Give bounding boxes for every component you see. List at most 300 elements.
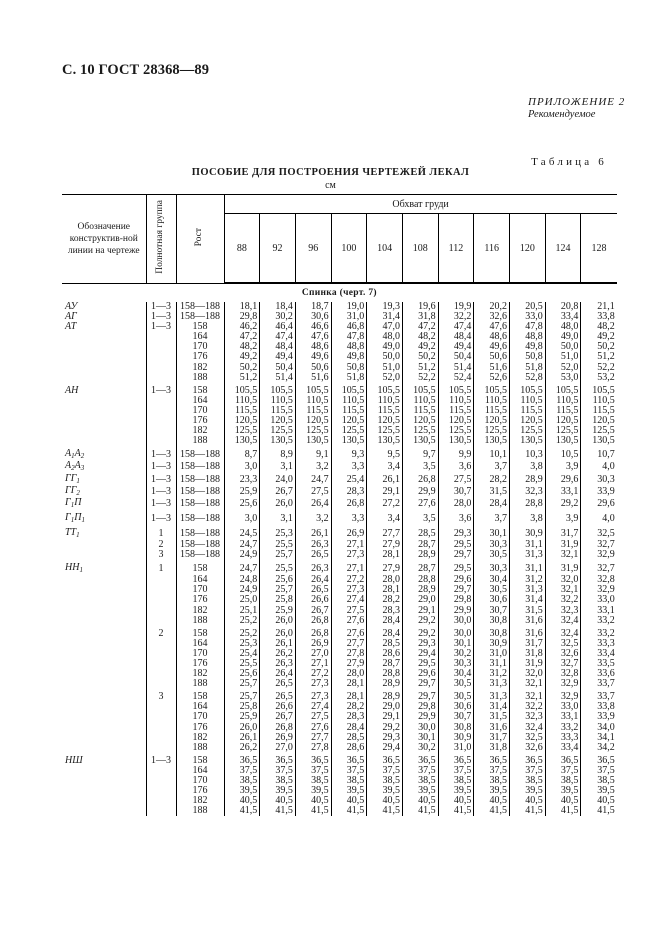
cell-fullness-group xyxy=(146,659,176,669)
cell-value-92: 125,5 xyxy=(260,426,296,436)
cell-height: 158 xyxy=(176,626,224,639)
cell-value-116: 30,5 xyxy=(474,585,510,595)
cell-value-124: 32,2 xyxy=(545,595,581,605)
cell-line-designation xyxy=(62,363,146,373)
cell-value-92: 24,0 xyxy=(260,474,296,486)
cell-value-108: 115,5 xyxy=(402,406,438,416)
cell-value-100: 46,8 xyxy=(331,322,367,332)
cell-value-124: 33,1 xyxy=(545,712,581,722)
cell-value-120: 32,3 xyxy=(510,712,546,722)
cell-value-120: 52,8 xyxy=(510,373,546,383)
cell-fullness-group xyxy=(146,363,176,373)
cell-value-92: 48,4 xyxy=(260,342,296,352)
cell-value-112: 30,7 xyxy=(438,486,474,498)
header-chest-104: 104 xyxy=(367,214,403,284)
cell-line-designation xyxy=(62,606,146,616)
cell-value-96: 26,9 xyxy=(295,639,331,649)
cell-value-116: 31,2 xyxy=(474,669,510,679)
cell-value-100: 47,8 xyxy=(331,332,367,342)
cell-height: 158—188 xyxy=(176,540,224,550)
cell-value-104: 37,5 xyxy=(367,766,403,776)
cell-fullness-group: 1 xyxy=(146,560,176,575)
cell-value-96: 26,8 xyxy=(295,626,331,639)
cell-value-120: 28,8 xyxy=(510,498,546,510)
cell-value-112: 48,4 xyxy=(438,332,474,342)
cell-value-104: 27,9 xyxy=(367,560,403,575)
cell-value-96: 50,6 xyxy=(295,363,331,373)
cell-value-96: 26,6 xyxy=(295,595,331,605)
cell-value-104: 28,5 xyxy=(367,639,403,649)
cell-value-104: 51,0 xyxy=(367,363,403,373)
cell-value-108: 28,9 xyxy=(402,550,438,560)
cell-value-120: 32,5 xyxy=(510,733,546,743)
cell-value-108: 49,2 xyxy=(402,342,438,352)
cell-value-116: 30,6 xyxy=(474,595,510,605)
cell-value-100: 27,2 xyxy=(331,575,367,585)
cell-value-124: 3,9 xyxy=(545,461,581,473)
cell-value-108: 30,1 xyxy=(402,733,438,743)
cell-value-116: 30,1 xyxy=(474,525,510,540)
cell-value-108: 120,5 xyxy=(402,416,438,426)
cell-value-92: 25,6 xyxy=(260,575,296,585)
cell-value-112: 29,9 xyxy=(438,606,474,616)
cell-value-96: 26,3 xyxy=(295,560,331,575)
header-chest-96: 96 xyxy=(295,214,331,284)
cell-value-100: 125,5 xyxy=(331,426,367,436)
cell-value-108: 29,4 xyxy=(402,649,438,659)
cell-value-124: 125,5 xyxy=(545,426,581,436)
cell-height: 170 xyxy=(176,585,224,595)
cell-fullness-group xyxy=(146,679,176,689)
table-row xyxy=(62,753,617,766)
cell-value-92: 51,4 xyxy=(260,373,296,383)
cell-value-92: 26,2 xyxy=(260,649,296,659)
cell-value-112: 30,7 xyxy=(438,712,474,722)
cell-value-88: 24,8 xyxy=(224,575,260,585)
cell-value-128: 33,9 xyxy=(581,712,617,722)
cell-value-116: 31,8 xyxy=(474,743,510,753)
cell-value-92: 26,0 xyxy=(260,626,296,639)
cell-value-108: 29,7 xyxy=(402,679,438,689)
header-line-designation xyxy=(62,195,146,284)
cell-value-100: 27,7 xyxy=(331,639,367,649)
cell-fullness-group: 1—3 xyxy=(146,474,176,486)
cell-value-96: 26,4 xyxy=(295,498,331,510)
cell-value-92: 8,9 xyxy=(260,446,296,461)
cell-value-108: 29,0 xyxy=(402,595,438,605)
cell-value-116: 105,5 xyxy=(474,383,510,396)
cell-height: 188 xyxy=(176,743,224,753)
cell-value-104: 29,2 xyxy=(367,723,403,733)
cell-value-128: 10,7 xyxy=(581,446,617,461)
cell-value-128: 33,7 xyxy=(581,689,617,702)
cell-height: 182 xyxy=(176,733,224,743)
cell-value-112: 52,4 xyxy=(438,373,474,383)
cell-value-116: 49,6 xyxy=(474,342,510,352)
cell-value-116: 130,5 xyxy=(474,436,510,446)
cell-value-88: 3,0 xyxy=(224,461,260,473)
cell-value-96: 27,6 xyxy=(295,723,331,733)
cell-value-92: 130,5 xyxy=(260,436,296,446)
cell-value-120: 31,6 xyxy=(510,626,546,639)
header-chest-92: 92 xyxy=(260,214,296,284)
cell-fullness-group xyxy=(146,436,176,446)
cell-value-120: 31,9 xyxy=(510,659,546,669)
cell-fullness-group xyxy=(146,352,176,362)
cell-value-116: 110,5 xyxy=(474,396,510,406)
cell-value-88: 47,2 xyxy=(224,332,260,342)
cell-value-124: 130,5 xyxy=(545,436,581,446)
cell-value-96: 26,1 xyxy=(295,525,331,540)
cell-value-104: 120,5 xyxy=(367,416,403,426)
cell-value-128: 130,5 xyxy=(581,436,617,446)
cell-value-120: 49,8 xyxy=(510,342,546,352)
cell-line-designation xyxy=(62,342,146,352)
appendix-block xyxy=(528,96,625,120)
cell-value-128: 34,2 xyxy=(581,743,617,753)
cell-line-designation xyxy=(62,743,146,753)
cell-height: 158 xyxy=(176,322,224,332)
cell-value-108: 105,5 xyxy=(402,383,438,396)
cell-value-112: 47,4 xyxy=(438,322,474,332)
cell-value-116: 31,1 xyxy=(474,659,510,669)
cell-value-96: 26,5 xyxy=(295,550,331,560)
cell-height: 188 xyxy=(176,679,224,689)
cell-value-108: 31,8 xyxy=(402,312,438,322)
cell-value-100: 27,4 xyxy=(331,595,367,605)
cell-value-88: 25,9 xyxy=(224,712,260,722)
cell-value-120: 32,3 xyxy=(510,486,546,498)
cell-value-128: 32,5 xyxy=(581,525,617,540)
cell-fullness-group xyxy=(146,702,176,712)
cell-value-120: 32,0 xyxy=(510,669,546,679)
cell-value-124: 51,0 xyxy=(545,352,581,362)
cell-fullness-group: 1—3 xyxy=(146,322,176,332)
cell-value-124: 39,5 xyxy=(545,786,581,796)
cell-value-88: 25,6 xyxy=(224,498,260,510)
cell-value-112: 120,5 xyxy=(438,416,474,426)
cell-value-124: 52,0 xyxy=(545,363,581,373)
cell-value-100: 9,3 xyxy=(331,446,367,461)
cell-value-116: 52,6 xyxy=(474,373,510,383)
cell-value-124: 120,5 xyxy=(545,416,581,426)
header-chest-120: 120 xyxy=(510,214,546,284)
cell-value-116: 40,5 xyxy=(474,796,510,806)
cell-value-112: 29,7 xyxy=(438,585,474,595)
cell-value-128: 120,5 xyxy=(581,416,617,426)
cell-value-100: 28,4 xyxy=(331,723,367,733)
cell-value-116: 31,7 xyxy=(474,733,510,743)
cell-height: 164 xyxy=(176,396,224,406)
cell-value-96: 130,5 xyxy=(295,436,331,446)
cell-value-104: 130,5 xyxy=(367,436,403,446)
cell-value-120: 110,5 xyxy=(510,396,546,406)
cell-line-designation xyxy=(62,702,146,712)
cell-value-116: 30,9 xyxy=(474,639,510,649)
cell-value-120: 31,8 xyxy=(510,649,546,659)
header-chest-108: 108 xyxy=(402,214,438,284)
cell-value-116: 3,7 xyxy=(474,510,510,525)
cell-value-128: 33,3 xyxy=(581,639,617,649)
cell-value-96: 51,6 xyxy=(295,373,331,383)
cell-value-100: 26,9 xyxy=(331,525,367,540)
cell-line-designation xyxy=(62,352,146,362)
cell-value-88: 25,0 xyxy=(224,595,260,605)
cell-value-120: 10,3 xyxy=(510,446,546,461)
cell-value-128: 4,0 xyxy=(581,510,617,525)
cell-value-112: 39,5 xyxy=(438,786,474,796)
cell-value-104: 29,0 xyxy=(367,702,403,712)
cell-value-128: 34,1 xyxy=(581,733,617,743)
cell-value-88: 25,2 xyxy=(224,616,260,626)
cell-value-124: 31,7 xyxy=(545,525,581,540)
header-fullness-group-label: Полнотная группа xyxy=(155,200,166,275)
cell-fullness-group: 1—3 xyxy=(146,302,176,312)
cell-fullness-group xyxy=(146,332,176,342)
table-body xyxy=(62,283,617,816)
cell-value-92: 41,5 xyxy=(260,806,296,816)
cell-height: 176 xyxy=(176,659,224,669)
cell-value-108: 28,9 xyxy=(402,585,438,595)
cell-value-100: 36,5 xyxy=(331,753,367,766)
cell-value-112: 30,9 xyxy=(438,733,474,743)
cell-line-designation xyxy=(62,796,146,806)
cell-value-116: 30,3 xyxy=(474,540,510,550)
cell-value-88: 49,2 xyxy=(224,352,260,362)
cell-value-112: 110,5 xyxy=(438,396,474,406)
cell-value-92: 105,5 xyxy=(260,383,296,396)
cell-value-108: 51,2 xyxy=(402,363,438,373)
cell-fullness-group xyxy=(146,723,176,733)
cell-value-100: 28,1 xyxy=(331,689,367,702)
cell-value-116: 38,5 xyxy=(474,776,510,786)
cell-value-124: 50,0 xyxy=(545,342,581,352)
cell-value-124: 110,5 xyxy=(545,396,581,406)
cell-fullness-group: 3 xyxy=(146,550,176,560)
table-row xyxy=(62,446,617,461)
cell-value-120: 37,5 xyxy=(510,766,546,776)
cell-value-128: 38,5 xyxy=(581,776,617,786)
cell-value-120: 33,0 xyxy=(510,312,546,322)
cell-value-124: 33,4 xyxy=(545,743,581,753)
cell-height: 170 xyxy=(176,712,224,722)
cell-value-96: 41,5 xyxy=(295,806,331,816)
cell-fullness-group xyxy=(146,639,176,649)
cell-value-124: 32,0 xyxy=(545,575,581,585)
header-chest-112: 112 xyxy=(438,214,474,284)
cell-value-124: 20,8 xyxy=(545,302,581,312)
cell-value-100: 27,6 xyxy=(331,626,367,639)
cell-value-128: 32,9 xyxy=(581,585,617,595)
cell-value-96: 115,5 xyxy=(295,406,331,416)
cell-value-92: 26,4 xyxy=(260,669,296,679)
cell-value-104: 3,4 xyxy=(367,461,403,473)
cell-value-124: 33,2 xyxy=(545,723,581,733)
cell-value-120: 48,8 xyxy=(510,332,546,342)
cell-value-100: 28,2 xyxy=(331,702,367,712)
cell-value-128: 50,2 xyxy=(581,342,617,352)
cell-value-100: 50,8 xyxy=(331,363,367,373)
cell-value-88: 25,7 xyxy=(224,679,260,689)
cell-value-92: 46,4 xyxy=(260,322,296,332)
cell-value-88: 40,5 xyxy=(224,796,260,806)
cell-value-88: 37,5 xyxy=(224,766,260,776)
cell-value-96: 27,5 xyxy=(295,712,331,722)
cell-fullness-group xyxy=(146,396,176,406)
cell-line-designation: АУ xyxy=(65,301,78,312)
cell-line-designation: $А_1А_2$ xyxy=(65,448,85,461)
cell-value-92: 49,4 xyxy=(260,352,296,362)
table-row xyxy=(62,525,617,540)
cell-value-124: 32,9 xyxy=(545,679,581,689)
cell-value-112: 29,7 xyxy=(438,550,474,560)
cell-value-112: 32,2 xyxy=(438,312,474,322)
cell-height: 182 xyxy=(176,669,224,679)
cell-value-96: 3,2 xyxy=(295,461,331,473)
cell-value-88: 8,7 xyxy=(224,446,260,461)
cell-value-120: 105,5 xyxy=(510,383,546,396)
cell-value-104: 41,5 xyxy=(367,806,403,816)
cell-value-116: 31,6 xyxy=(474,723,510,733)
cell-value-112: 37,5 xyxy=(438,766,474,776)
table-unit: см xyxy=(325,180,336,191)
cell-value-92: 26,7 xyxy=(260,486,296,498)
cell-value-96: 125,5 xyxy=(295,426,331,436)
cell-value-112: 9,9 xyxy=(438,446,474,461)
cell-line-designation xyxy=(62,396,146,406)
cell-value-108: 28,7 xyxy=(402,540,438,550)
cell-value-108: 29,6 xyxy=(402,669,438,679)
cell-value-88: 24,5 xyxy=(224,525,260,540)
cell-value-100: 120,5 xyxy=(331,416,367,426)
cell-value-128: 33,4 xyxy=(581,649,617,659)
cell-value-124: 37,5 xyxy=(545,766,581,776)
cell-fullness-group xyxy=(146,606,176,616)
cell-value-104: 28,1 xyxy=(367,550,403,560)
cell-value-108: 40,5 xyxy=(402,796,438,806)
cell-value-108: 48,2 xyxy=(402,332,438,342)
cell-value-124: 32,1 xyxy=(545,550,581,560)
cell-value-100: 48,8 xyxy=(331,342,367,352)
table-row xyxy=(62,806,617,816)
cell-line-designation: $ГГ_2$ xyxy=(65,484,80,497)
table-row xyxy=(62,560,617,575)
cell-value-120: 39,5 xyxy=(510,786,546,796)
cell-value-92: 25,7 xyxy=(260,550,296,560)
cell-value-116: 30,8 xyxy=(474,626,510,639)
cell-value-92: 25,5 xyxy=(260,560,296,575)
cell-line-designation xyxy=(62,332,146,342)
cell-value-128: 33,1 xyxy=(581,606,617,616)
cell-value-116: 28,2 xyxy=(474,474,510,486)
cell-value-92: 3,1 xyxy=(260,510,296,525)
appendix-subtitle: Рекомендуемое xyxy=(528,109,596,120)
cell-value-88: 38,5 xyxy=(224,776,260,786)
cell-value-124: 10,5 xyxy=(545,446,581,461)
cell-value-120: 31,1 xyxy=(510,540,546,550)
cell-value-116: 47,6 xyxy=(474,322,510,332)
cell-value-104: 28,9 xyxy=(367,689,403,702)
cell-value-88: 25,6 xyxy=(224,669,260,679)
cell-height: 176 xyxy=(176,786,224,796)
cell-height: 164 xyxy=(176,702,224,712)
cell-value-104: 29,1 xyxy=(367,486,403,498)
cell-value-92: 110,5 xyxy=(260,396,296,406)
cell-value-100: 28,3 xyxy=(331,712,367,722)
cell-line-designation xyxy=(62,550,146,560)
cell-line-designation xyxy=(62,733,146,743)
cell-value-104: 28,4 xyxy=(367,616,403,626)
cell-height: 164 xyxy=(176,639,224,649)
cell-value-128: 32,9 xyxy=(581,550,617,560)
cell-height: 158—188 xyxy=(176,312,224,322)
cell-value-104: 105,5 xyxy=(367,383,403,396)
cell-value-116: 31,4 xyxy=(474,702,510,712)
cell-value-92: 27,0 xyxy=(260,743,296,753)
cell-value-96: 39,5 xyxy=(295,786,331,796)
cell-value-116: 30,3 xyxy=(474,560,510,575)
cell-value-96: 3,2 xyxy=(295,510,331,525)
cell-value-128: 41,5 xyxy=(581,806,617,816)
cell-value-124: 32,8 xyxy=(545,669,581,679)
cell-value-128: 33,9 xyxy=(581,486,617,498)
cell-height: 176 xyxy=(176,352,224,362)
cell-value-92: 26,5 xyxy=(260,679,296,689)
cell-fullness-group xyxy=(146,649,176,659)
cell-line-designation: НШ xyxy=(65,754,83,766)
cell-value-116: 30,7 xyxy=(474,606,510,616)
cell-value-104: 3,4 xyxy=(367,510,403,525)
cell-value-108: 28,5 xyxy=(402,525,438,540)
cell-value-88: 115,5 xyxy=(224,406,260,416)
cell-fullness-group xyxy=(146,733,176,743)
cell-value-88: 25,8 xyxy=(224,702,260,712)
cell-value-108: 30,2 xyxy=(402,743,438,753)
cell-fullness-group xyxy=(146,743,176,753)
cell-fullness-group xyxy=(146,373,176,383)
cell-value-116: 31,0 xyxy=(474,649,510,659)
cell-line-designation: $ТТ_1$ xyxy=(65,526,80,539)
cell-value-88: 120,5 xyxy=(224,416,260,426)
cell-height: 176 xyxy=(176,595,224,605)
cell-height: 170 xyxy=(176,406,224,416)
cell-height: 188 xyxy=(176,436,224,446)
data-table xyxy=(62,194,617,816)
cell-value-104: 27,9 xyxy=(367,540,403,550)
cell-height: 158 xyxy=(176,753,224,766)
cell-value-88: 39,5 xyxy=(224,786,260,796)
cell-height: 176 xyxy=(176,416,224,426)
cell-value-100: 26,8 xyxy=(331,498,367,510)
cell-value-120: 41,5 xyxy=(510,806,546,816)
cell-value-92: 30,2 xyxy=(260,312,296,322)
cell-value-128: 110,5 xyxy=(581,396,617,406)
cell-value-120: 125,5 xyxy=(510,426,546,436)
cell-value-128: 39,5 xyxy=(581,786,617,796)
cell-value-112: 40,5 xyxy=(438,796,474,806)
cell-value-96: 49,6 xyxy=(295,352,331,362)
cell-value-104: 28,9 xyxy=(367,679,403,689)
cell-height: 182 xyxy=(176,606,224,616)
cell-line-designation xyxy=(62,689,146,702)
cell-fullness-group: 2 xyxy=(146,626,176,639)
cell-value-104: 28,6 xyxy=(367,649,403,659)
cell-value-104: 26,1 xyxy=(367,474,403,486)
cell-value-108: 26,8 xyxy=(402,474,438,486)
cell-value-128: 4,0 xyxy=(581,461,617,473)
cell-fullness-group xyxy=(146,776,176,786)
cell-value-124: 32,3 xyxy=(545,606,581,616)
